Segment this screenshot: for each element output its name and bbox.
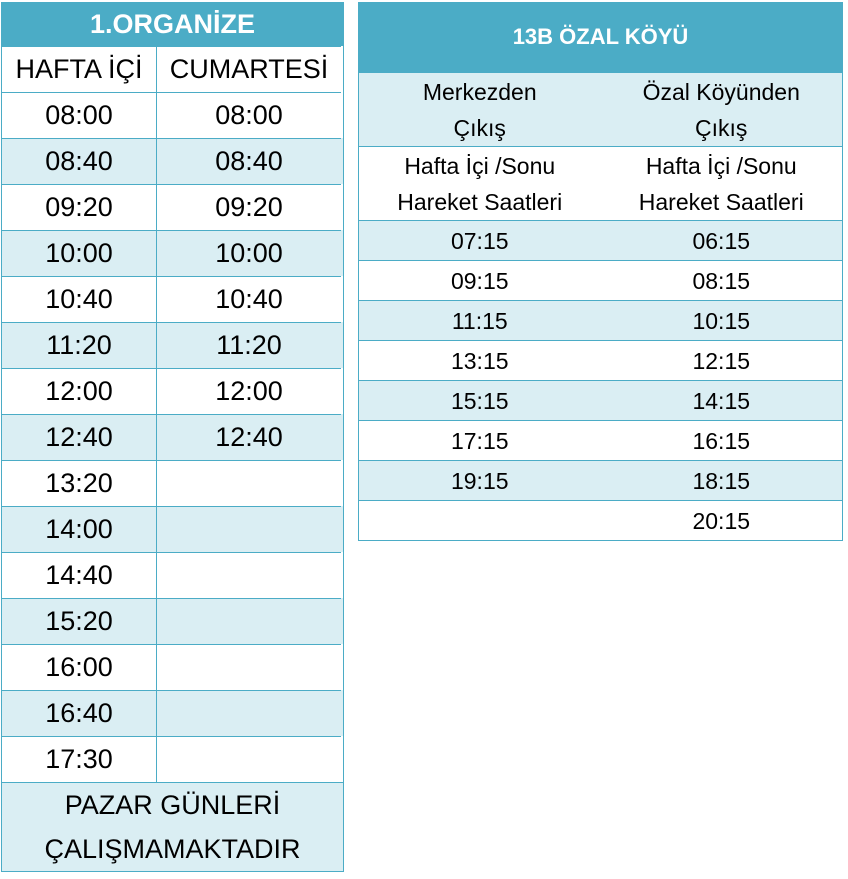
weekday-time: 14:40 [2, 552, 157, 598]
weekday-time: 12:00 [2, 368, 157, 414]
table-row [359, 460, 842, 500]
sunday-note [2, 782, 343, 871]
saturday-time: 12:40 [157, 414, 341, 460]
village-departure-time: 18:15 [692, 467, 751, 494]
saturday-header: CUMARTESİ [157, 46, 341, 92]
weekday-time: 11:20 [2, 322, 157, 368]
saturday-time [157, 644, 341, 690]
table-row [2, 414, 343, 460]
weekday-time: 08:00 [2, 92, 157, 138]
weekday-time: 13:20 [2, 460, 157, 506]
table-row [2, 598, 343, 644]
weekday-time: 10:00 [2, 230, 157, 276]
village-departure-time: 08:15 [692, 267, 751, 294]
weekday-time: 12:40 [2, 414, 157, 460]
table-row [2, 644, 343, 690]
weekday-time: 16:40 [2, 690, 157, 736]
table-row [2, 690, 343, 736]
saturday-time: 12:00 [157, 368, 341, 414]
table-row [359, 380, 842, 420]
village-departure-time: 14:15 [692, 387, 751, 414]
center-departure-header-line-2: Çıkış [453, 114, 506, 141]
saturday-time: 11:20 [157, 322, 341, 368]
table-row [359, 420, 842, 460]
center-departure-time: 17:15 [450, 427, 509, 454]
ozal-title: 13B ÖZAL KÖYÜ [359, 2, 842, 72]
weekday-time: 08:40 [2, 138, 157, 184]
village-departure-time: 16:15 [692, 427, 751, 454]
table-row [2, 506, 343, 552]
center-departure-time: 07:15 [450, 227, 509, 254]
village-departure-header-line-1: Özal Köyünden [642, 78, 800, 105]
table-row [359, 260, 842, 300]
center-schedule-type-line-2: Hareket Saatleri [397, 188, 563, 215]
table-row [2, 322, 343, 368]
ozal-header-row-1 [359, 72, 842, 146]
saturday-time [157, 598, 341, 644]
table-row [2, 92, 343, 138]
weekday-header: HAFTA İÇİ [2, 46, 157, 92]
village-departure-time: 12:15 [692, 347, 751, 374]
table-row [359, 500, 842, 540]
weekday-time: 09:20 [2, 184, 157, 230]
village-schedule-type-header [601, 147, 843, 220]
organize-title: 1.ORGANİZE [2, 2, 343, 46]
sunday-note-line-2: ÇALIŞMAMAKTADIR [44, 834, 301, 864]
table-row [2, 460, 343, 506]
center-departure-time: 19:15 [450, 467, 509, 494]
center-departure-time: 15:15 [450, 387, 509, 414]
village-schedule-type-line-2: Hareket Saatleri [638, 188, 804, 215]
center-schedule-type-header [359, 147, 601, 220]
saturday-time [157, 460, 341, 506]
sunday-note-line-1: PAZAR GÜNLERİ [64, 790, 281, 820]
table-row [2, 138, 343, 184]
saturday-time: 08:00 [157, 92, 341, 138]
saturday-time [157, 736, 341, 782]
weekday-time: 16:00 [2, 644, 157, 690]
weekday-time: 15:20 [2, 598, 157, 644]
table-row [2, 184, 343, 230]
weekday-time: 10:40 [2, 276, 157, 322]
saturday-time [157, 552, 341, 598]
center-departure-time: 09:15 [450, 267, 509, 294]
village-departure-header-line-2: Çıkış [695, 114, 748, 141]
saturday-time [157, 690, 341, 736]
table-row [2, 552, 343, 598]
saturday-time: 10:00 [157, 230, 341, 276]
village-departure-time: 10:15 [692, 307, 751, 334]
saturday-time: 08:40 [157, 138, 341, 184]
village-departure-header [601, 73, 843, 146]
saturday-time [157, 506, 341, 552]
organize-rows [2, 92, 343, 782]
table-row [2, 736, 343, 782]
table-row [2, 368, 343, 414]
center-departure-time: 13:15 [450, 347, 509, 374]
table-row [359, 220, 842, 260]
saturday-time: 09:20 [157, 184, 341, 230]
organize-header-row [2, 46, 343, 92]
ozal-header-row-2 [359, 146, 842, 220]
table-row [359, 340, 842, 380]
center-departure-header-line-1: Merkezden [422, 78, 537, 105]
table-row [359, 300, 842, 340]
village-schedule-type-line-1: Hafta İçi /Sonu [645, 152, 797, 179]
ozal-rows [359, 220, 842, 540]
center-departure-time [359, 501, 601, 540]
village-departure-time: 06:15 [692, 227, 751, 254]
organize-schedule-table [1, 2, 344, 872]
table-row [2, 276, 343, 322]
ozal-koyu-schedule-table [358, 2, 843, 541]
weekday-time: 14:00 [2, 506, 157, 552]
village-departure-time: 20:15 [692, 507, 751, 534]
table-row [2, 230, 343, 276]
center-schedule-type-line-1: Hafta İçi /Sonu [404, 152, 556, 179]
saturday-time: 10:40 [157, 276, 341, 322]
center-departure-header [359, 73, 601, 146]
center-departure-time: 11:15 [451, 307, 508, 334]
weekday-time: 17:30 [2, 736, 157, 782]
